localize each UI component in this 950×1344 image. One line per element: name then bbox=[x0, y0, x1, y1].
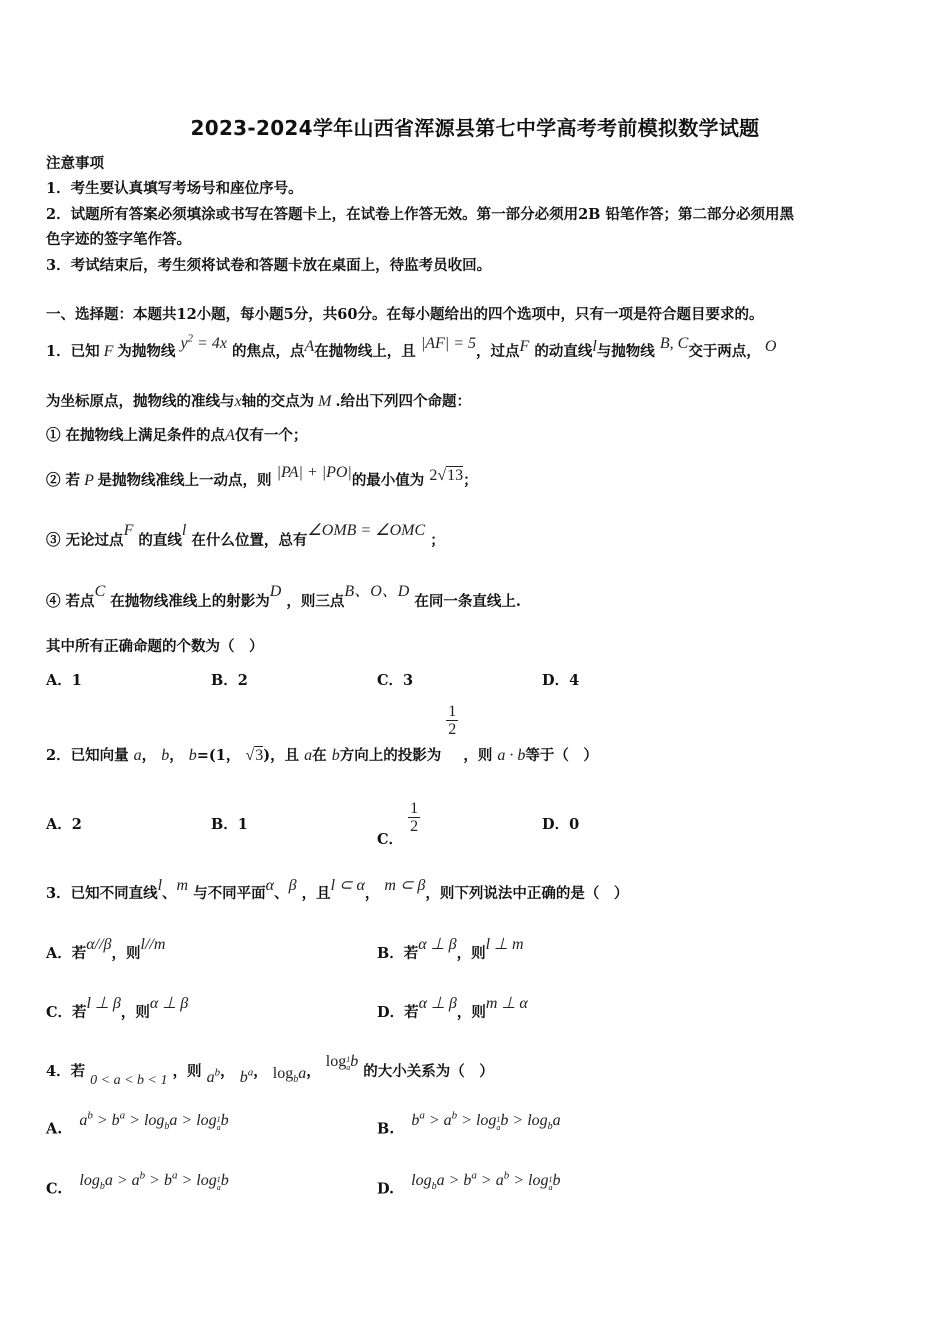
option-c: C．若l ⊥ β，则α ⊥ β bbox=[46, 995, 189, 1021]
proposition-1: ① 在抛物线上满足条件的点A仅有一个； bbox=[46, 427, 308, 444]
page-title: 2023-2024学年山西省浑源县第七中学高考考前模拟数学试题 bbox=[190, 116, 760, 140]
option-d: D．0 bbox=[542, 816, 580, 833]
option-b: B. $b^a > a^b > \log$ 1 a $b > \log_ba$ bbox=[377, 1110, 561, 1138]
option-c: C. $\log_ba > a^b > b^a > \log$ 1 a b bbox=[46, 1170, 229, 1198]
proposition-2: ② 若 P 是抛物线准线上一动点，则 |PA| + |PO|的最小值为 2√13； bbox=[46, 464, 478, 489]
question-4-stem: 4．若 0 < a < b < 1 ，则 $a^b$， $b^a$， $\log_ba$， log 1 a b 的大小关系为（ ） bbox=[46, 1053, 494, 1088]
option-b: B．2 bbox=[211, 672, 248, 689]
notice-heading: 注意事项 bbox=[46, 155, 104, 172]
notice-item: 色字迹的签字笔作答。 bbox=[46, 231, 191, 248]
option-d: D．若α ⊥ β，则m ⊥ α bbox=[377, 995, 528, 1021]
proposition-3: ③ 无论过点F 的直线l 在什么位置，总有∠OMB = ∠OMC ； bbox=[46, 522, 445, 549]
question-2-stem: 2．已知向量 a， b， b=(1， √3)，且 a在 b方向上的投影为 $\frac{1}{2}$ ，则 a · b等于（ ） bbox=[46, 703, 598, 764]
question-3-stem: 3．已知不同直线l、m 与不同平面α、β ，且l ⊂ α， m ⊂ β，则下列说法中正确的是（ ） bbox=[46, 877, 629, 902]
proposition-4: ④ 若点C 在抛物线准线上的射影为D ，则三点B、O、D 在同一条直线上. bbox=[46, 583, 521, 610]
option-a: A．2 bbox=[46, 816, 82, 833]
option-b: B．若α ⊥ β，则l ⊥ m bbox=[377, 936, 524, 962]
fraction-one-half: $\frac{1}{2}$ bbox=[410, 800, 419, 835]
option-d: D. $\log_ba > b^a > a^b > \log$ 1 a b bbox=[377, 1170, 561, 1198]
option-a: A. $a^b > b^a > \log_ba > \log$ 1 a b bbox=[46, 1110, 229, 1138]
option-c: C． $\frac{1}{2}$ bbox=[377, 800, 419, 848]
option-a: A．1 bbox=[46, 672, 82, 689]
fraction-one-half: $\frac{1}{2}$ bbox=[448, 703, 457, 738]
option-a: A．若α//β，则l//m bbox=[46, 936, 166, 962]
option-d: D．4 bbox=[542, 672, 580, 689]
notice-item: 1．考生要认真填写考场号和座位序号。 bbox=[46, 180, 303, 197]
notice-item: 2．试题所有答案必须填涂或书写在答题卡上，在试卷上作答无效。第一部分必须用2B 铅笔作答；第二部分必须用黑 bbox=[46, 206, 794, 223]
question-1-ask: 其中所有正确命题的个数为（ ） bbox=[46, 638, 264, 655]
option-b: B．1 bbox=[211, 816, 248, 833]
question-1-stem-line2: 为坐标原点，抛物线的准线与x轴的交点为 M .给出下列四个命题： bbox=[46, 393, 471, 410]
notice-item: 3．考试结束后，考生须将试卷和答题卡放在桌面上，待监考员收回。 bbox=[46, 257, 492, 274]
section-heading: 一、选择题：本题共12小题，每小题5分，共60分。在每小题给出的四个选项中，只有一项是符合题目要求的。 bbox=[46, 306, 764, 323]
question-1-stem: 1．已知 F 为抛物线 $y^2 = 4x$ 的焦点，点A在抛物线上，且 |AF| = 5，过点F 的动直线l与抛物线 B, C交于两点， O bbox=[46, 332, 777, 360]
option-c: C．3 bbox=[377, 672, 414, 689]
